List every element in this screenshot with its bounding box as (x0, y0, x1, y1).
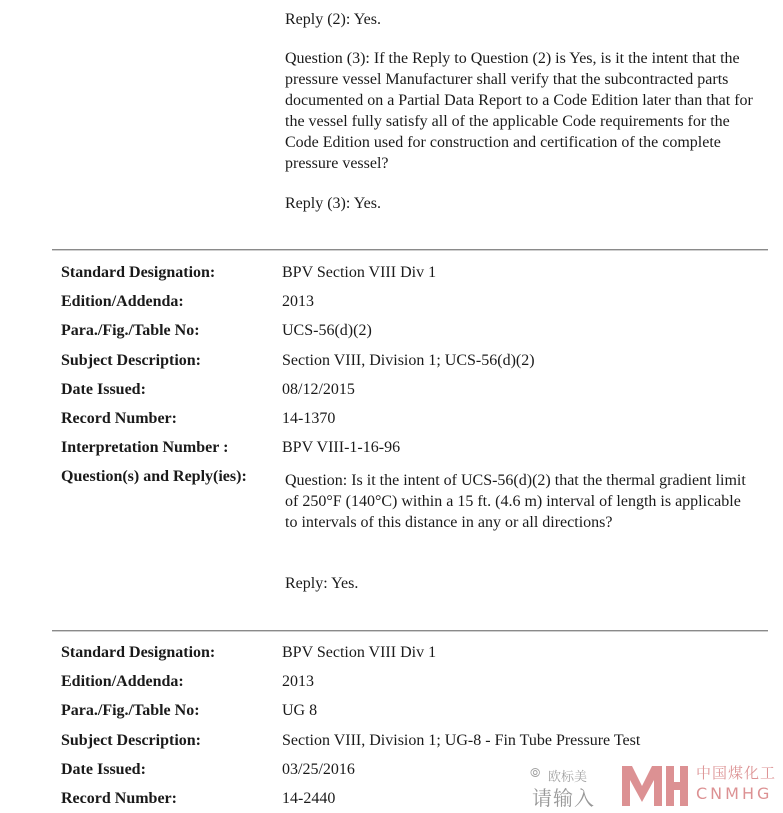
edition-addenda-label: Edition/Addenda: (61, 673, 184, 690)
section-divider (52, 249, 768, 251)
brand-name-en: CNMHG (696, 784, 773, 803)
edition-addenda-value: 2013 (282, 293, 314, 310)
section-divider (52, 630, 768, 632)
question-reply-label: Question(s) and Reply(ies): (61, 468, 247, 485)
standard-designation-label: Standard Designation: (61, 264, 216, 281)
question-3: Question (3): If the Reply to Question (2) is Yes, is it the intent that the pressure vessel Manufacturer shall verify that the subcontracted parts documented on a Partial Data Report to a Code Edition later than that for the vessel fully satisfy all of the applicable Code requirements for the Code Edition used for construction and certification of the complete pressure vessel? (285, 50, 753, 172)
record-number-label: Record Number: (61, 410, 177, 427)
reply-2: Reply (2): Yes. (285, 11, 382, 28)
para-fig-table-value: UCS-56(d)(2) (282, 322, 372, 339)
para-fig-table-label: Para./Fig./Table No: (61, 322, 200, 339)
para-fig-table-label: Para./Fig./Table No: (61, 702, 200, 719)
date-issued-label: Date Issued: (61, 381, 146, 398)
reply-3: Reply (3): Yes. (285, 195, 382, 212)
edition-addenda-label: Edition/Addenda: (61, 293, 184, 310)
question-text: Question: Is it the intent of UCS-56(d)(2) that the thermal gradient limit of 250°F (140°C) within a 15 ft. (4.6 m) interval of length is applicable to intervals of this distance in any or all directions? (285, 472, 746, 531)
interpretation-number-value: BPV VIII-1-16-96 (282, 439, 401, 456)
record-number-label: Record Number: (61, 790, 177, 807)
date-issued-value: 03/25/2016 (282, 761, 355, 778)
standard-designation-label: Standard Designation: (61, 644, 216, 661)
date-issued-label: Date Issued: (61, 761, 146, 778)
subject-description-label: Subject Description: (61, 732, 201, 749)
reply-text: Reply: Yes. (285, 575, 359, 592)
subject-description-label: Subject Description: (61, 352, 201, 369)
subject-description-value: Section VIII, Division 1; UG-8 - Fin Tube Pressure Test (282, 732, 641, 749)
watermark-account-text: 欧标美 (548, 770, 588, 785)
watermark (520, 758, 783, 813)
date-issued-value: 08/12/2015 (282, 381, 355, 398)
interpretation-number-label: Interpretation Number : (61, 439, 229, 456)
standard-designation-value: BPV Section VIII Div 1 (282, 264, 437, 281)
brand-logo-icon (620, 762, 690, 808)
subject-description-value: Section VIII, Division 1; UCS-56(d)(2) (282, 352, 535, 369)
wechat-icon: ⦾ (530, 766, 541, 781)
record-number-value: 14-2440 (282, 790, 336, 807)
para-fig-table-value: UG 8 (282, 702, 318, 719)
brand-name-cn: 中国煤化工 (696, 764, 777, 782)
edition-addenda-value: 2013 (282, 673, 314, 690)
watermark-overlay-text: 请输入 (532, 786, 595, 810)
standard-designation-value: BPV Section VIII Div 1 (282, 644, 437, 661)
record-number-value: 14-1370 (282, 410, 336, 427)
